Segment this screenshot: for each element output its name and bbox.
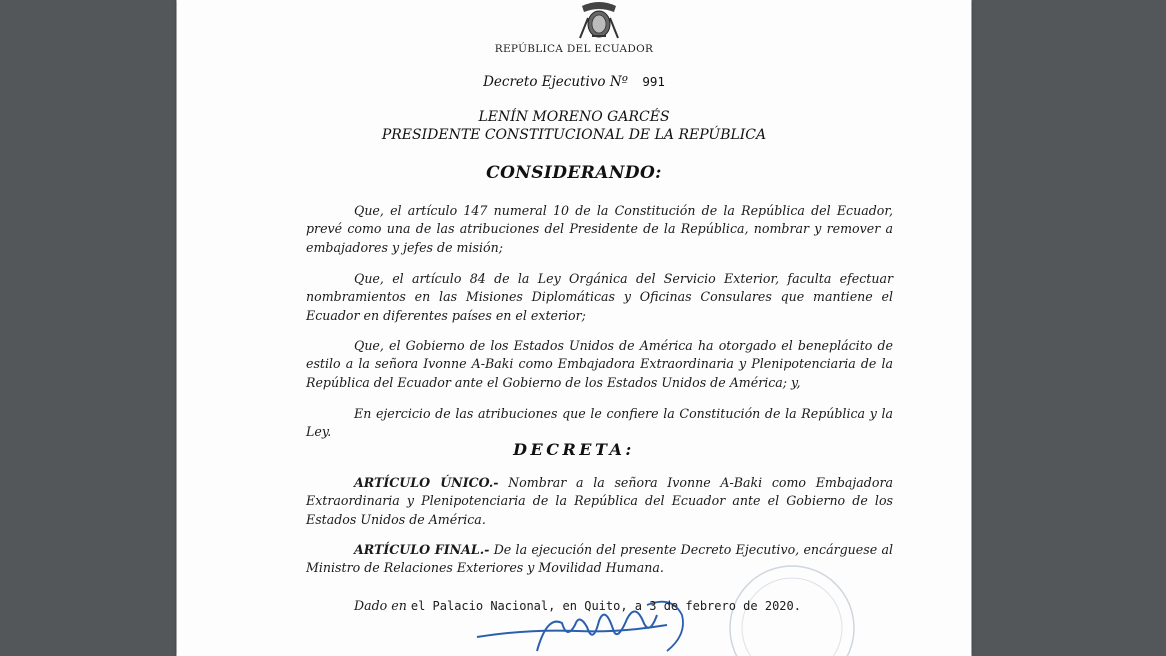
coat-of-arms-icon [574, 0, 624, 40]
closing-line [354, 598, 854, 613]
considerando-heading: CONSIDERANDO: [486, 163, 662, 183]
article-text: De la ejecución del presente Decreto Ejecutivo, encárguese al Ministro de Relaciones Exteriores y Movilidad Humana. [306, 542, 893, 576]
considerando-paragraph: Que, el artículo 84 de la Ley Orgánica del Servicio Exterior, faculta efectuar nombramientos en las Misiones Diplomáticas y Oficinas Consulares que mantiene el Ecuador en diferentes países en el exterior; [306, 271, 893, 323]
document-page [177, 0, 971, 656]
considerando-paragraph: Que, el artículo 147 numeral 10 de la Constitución de la República del Ecuador, prevé como una de las atribuciones del Presidente de la República, nombrar y remover a embajadores y jefes de misión; [306, 203, 893, 255]
closing-place-date: el Palacio Nacional, en Quito, a 3 de febrero de 2020. [410, 599, 801, 613]
decreta-heading: DECRETA: [513, 440, 635, 459]
president-signature [467, 585, 707, 656]
president-title: PRESIDENTE CONSTITUCIONAL DE LA REPÚBLICA [381, 127, 767, 143]
republic-label: REPÚBLICA DEL ECUADOR [494, 43, 654, 55]
article-unico [306, 474, 893, 529]
decree-number-line [177, 74, 971, 90]
article-text: Nombrar a la señora Ivonne A-Baki como Embajadora Extraordinaria y Plenipotenciaria de la República del Ecuador ante el Gobierno de los Estados Unidos de América. [306, 475, 893, 527]
page-edge-right [971, 0, 972, 656]
decree-number: 991 [642, 74, 665, 89]
article-heading: ARTÍCULO ÚNICO.- [354, 475, 499, 490]
decree-label: Decreto Ejecutivo Nº [483, 74, 629, 90]
considerando-paragraph: Que, el Gobierno de los Estados Unidos de América ha otorgado el beneplácito de estilo a la señora Ivonne A-Baki como Embajadora Extraordinaria y Plenipotenciaria de la República del Ecuador ante el Gobierno de los Estados Unidos de América; y, [306, 338, 893, 390]
president-name: LENÍN MORENO GARCÉS [478, 109, 670, 125]
considerando-paragraph: En ejercicio de las atribuciones que le confiere la Constitución de la República y la Ley. [306, 406, 893, 440]
article-heading: ARTÍCULO FINAL.- [354, 542, 490, 557]
closing-prefix: Dado en [354, 598, 407, 613]
